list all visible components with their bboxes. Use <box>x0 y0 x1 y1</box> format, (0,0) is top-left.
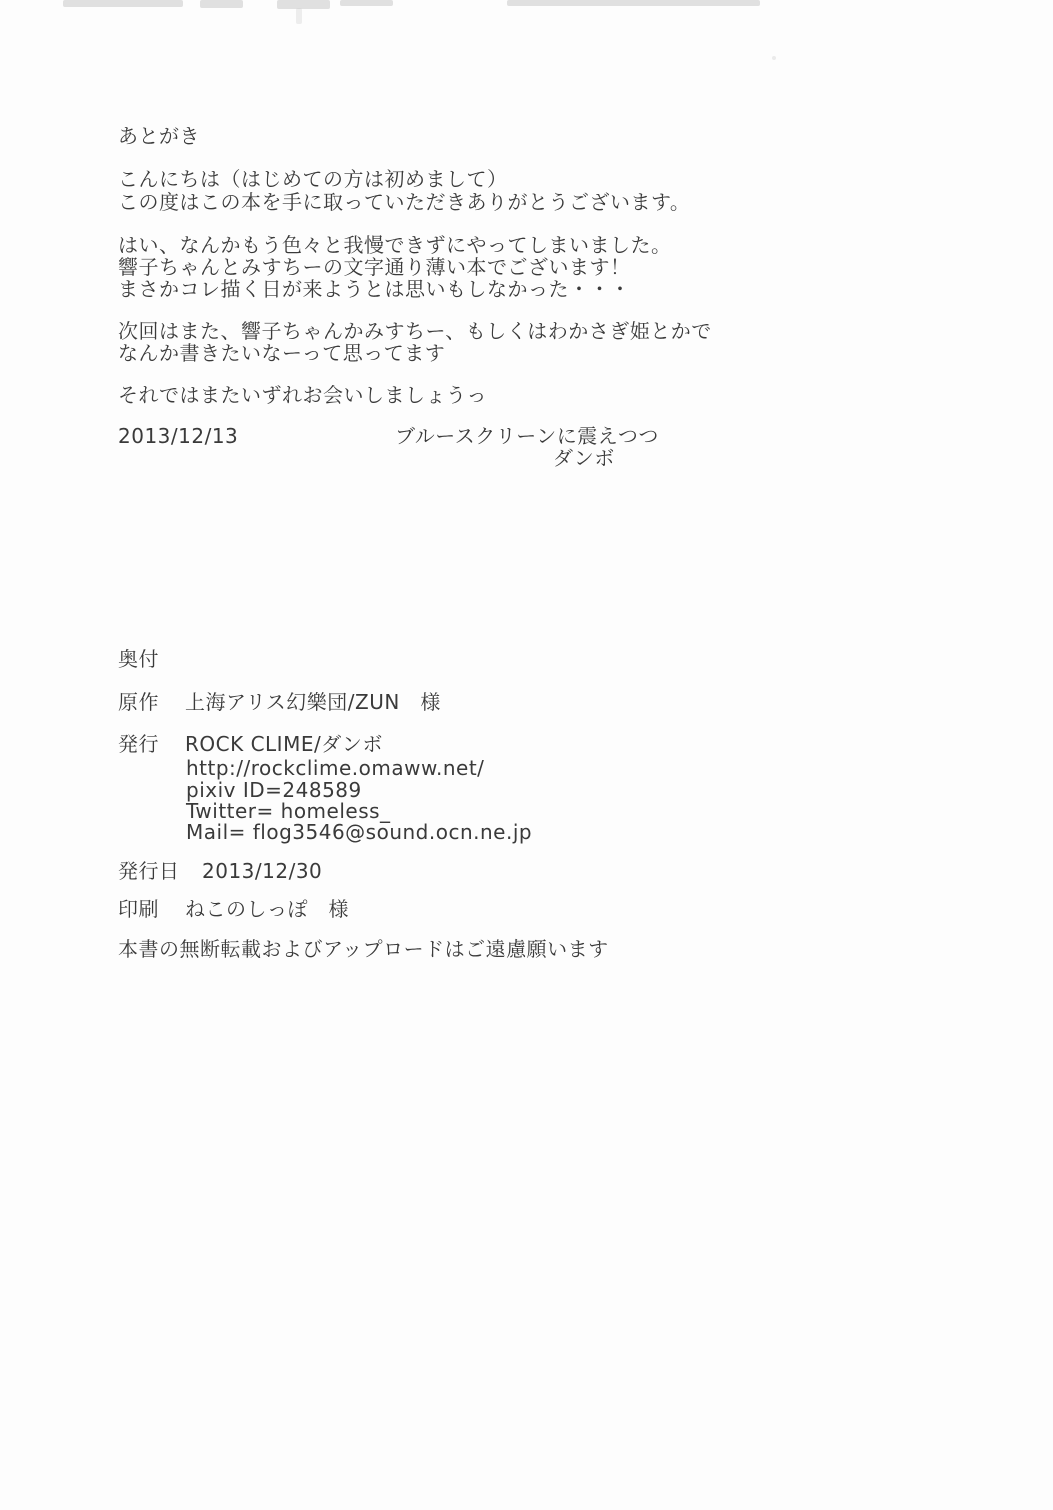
afterword-date: 2013/12/13 <box>118 424 239 448</box>
colophon-website: http://rockclime.omaww.net/ <box>186 756 485 780</box>
colophon-published-row <box>118 860 322 882</box>
colophon-publisher-row <box>118 733 383 755</box>
afterword-body-line: 響子ちゃんとみすちーの文字通り薄い本でございます！ <box>118 255 631 279</box>
afterword-signature-name: ダンボ <box>553 446 615 470</box>
colophon-mail: Mail= flog3546@sound.ocn.ne.jp <box>186 820 533 844</box>
scan-artifact <box>63 0 183 7</box>
afterword-signature-line: ブルースクリーンに震えつつ <box>395 424 659 448</box>
colophon-printer-row <box>118 898 349 920</box>
scan-artifact <box>296 8 302 24</box>
colophon-printer-label: 印刷 <box>118 897 159 921</box>
scan-artifact <box>200 0 243 8</box>
colophon-original-value: 上海アリス幻樂団/ZUN 様 <box>185 690 441 714</box>
afterword-heading: あとがき <box>118 124 200 148</box>
colophon-publisher-value: ROCK CLIME/ダンボ <box>185 732 383 756</box>
colophon-published-label: 発行日 <box>118 859 180 883</box>
afterword-greeting-line1: こんにちは（はじめての方は初めまして） <box>118 167 508 191</box>
colophon-original-row <box>118 691 441 713</box>
afterword-body-line: まさかコレ描く日が来ようとは思いもしなかった・・・ <box>118 277 631 301</box>
colophon-published-value: 2013/12/30 <box>202 859 323 883</box>
colophon-heading: 奥付 <box>118 647 159 671</box>
colophon-original-label: 原作 <box>118 690 159 714</box>
scan-artifact <box>277 0 330 9</box>
colophon-publisher-label: 発行 <box>118 732 159 756</box>
colophon-pixiv-id: pixiv ID=248589 <box>186 778 362 802</box>
scan-artifact <box>772 56 776 60</box>
scan-artifact <box>507 0 760 6</box>
colophon-printer-value: ねこのしっぽ 様 <box>185 897 349 921</box>
afterword-body-line: なんか書きたいなーって思ってます <box>118 341 446 365</box>
afterword-body-line: はい、なんかもう色々と我慢できずにやってしまいました。 <box>118 233 672 257</box>
afterword-closing: それではまたいずれお会いしましょうっ <box>118 383 487 407</box>
scan-artifact <box>340 0 393 6</box>
colophon-notice: 本書の無断転載およびアップロードはご遠慮願います <box>118 937 609 961</box>
afterword-body-line: 次回はまた、響子ちゃんかみすちー、もしくはわかさぎ姫とかで <box>118 319 712 343</box>
afterword-greeting-line2: この度はこの本を手に取っていただきありがとうございます。 <box>118 190 691 214</box>
colophon-twitter: Twitter= homeless_ <box>186 799 391 823</box>
